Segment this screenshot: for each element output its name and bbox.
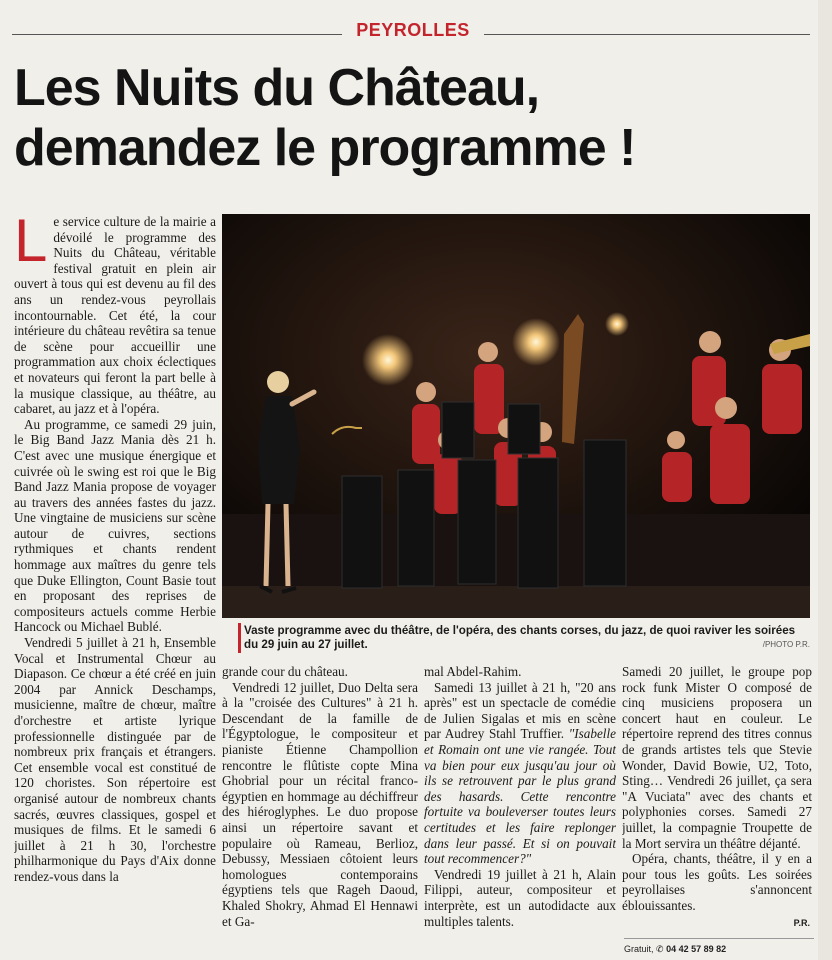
header-rule-right — [484, 34, 810, 35]
paragraph-mister-o: Samedi 20 juillet, le groupe pop rock funk Mister O composé de cinq musiciens proposera un concert haut en couleur. Le répertoire reprend des titres connus de grands artistes tels que Stevie Wonder, David Bowie, U2, Toto, Sting… Vendredi 26 juillet, ça sera "A Vuciata" avec des chants et polyphonies corses. Samedi 27 juillet, la compagnie Troupette de la Mort servira un théâtre déjanté. — [622, 664, 812, 851]
paragraph-abdel-rahim: mal Abdel-Rahim. — [424, 664, 522, 679]
paragraph-choeur: Vendredi 5 juillet à 21 h, Ensemble Vocal et Instrumental Chœur au Diapason. Ce chœur a été créé en juin 2004 par Annick Deschamps, musicienne, maître de chœur, maître d'orchestre et artiste lyrique professionnelle distinguée par de nombreux prix français et étrangers. Cet ensemble vocal est constitué de 120 choristes. Son répertoire est organisé autour de nombreux chants sacrés, œuvres classiques, gospel et musiques de films. Et le samedi 6 juillet à 21 h 30, l'orchestre philharmonique du Pays d'Aix donne rendez-vous dans la — [14, 635, 216, 884]
article-column-4 — [622, 664, 812, 954]
article-column-2 — [222, 664, 418, 954]
section-label: PEYROLLES — [356, 20, 470, 40]
paragraph-duo-delta: Vendredi 12 juillet, Duo Delta sera à la "croisée des Cultures" à 21 h. Descendant de la famille de l'Égyptologue, le compositeur et pianiste Étienne Champollion rencontre le flûtiste copte Mina Ghobrial pour un récital franco-égyptien en hommage au déchiffreur des hiéroglyphes. Le duo propose ainsi un répertoire savant et populaire où Rameau, Berlioz, Debussy, Messiaen côtoient leurs homologues contemporains égyptiens tels que Rageh Daoud, Khaled Shokry, Ahmad El Hennawi et Ga- — [222, 679, 418, 929]
paragraph-jazz: Au programme, ce samedi 29 juin, le Big Band Jazz Mania dès 21 h. C'est avec une musique énergique et cuivrée où le swing est roi que le Big Band Jazz Mania propose de voyager au travers des années fastes du jazz. Une vingtaine de musiciens sur scène autour de cuivres, sections rythmiques et chants rendent hommage aux maîtres du genre tels que Duke Ellington, Count Basie tout en proposant des reprises de compositeurs actuels comme Herbie Hancock ou Michael Bublé. — [14, 416, 216, 635]
drop-cap: L — [14, 214, 48, 274]
adjacent-page-edge — [818, 0, 832, 960]
concert-photo-illustration — [222, 214, 810, 618]
header-rule-left — [12, 34, 342, 35]
headline-line-2: demandez le programme ! — [14, 119, 636, 177]
promo-phone: 04 42 57 89 82 — [666, 944, 727, 954]
headline-line-1: Les Nuits du Château, — [14, 59, 540, 117]
article-column-1 — [14, 214, 216, 954]
concert-photo — [222, 214, 810, 618]
author-signature: P.R. — [793, 918, 810, 928]
phone-icon: ✆ — [656, 944, 664, 954]
promo-label: Gratuit, — [624, 944, 654, 954]
paragraph-conclusion: Opéra, chants, théâtre, il y en a pour tous les goûts. Les soirées peyrollaises s'annoncent éblouissantes. — [622, 851, 812, 913]
paragraph-20-ans-apres-text: Samedi 13 juillet à 21 h, "20 ans après" est un spectacle de comédie de Julien Sigalas et mis en scène par Audrey Stahl Truffier. — [424, 679, 616, 742]
paragraph-intro-text: e service culture de la mairie a dévoilé le programme des Nuits du Château, véritable festival gratuit en plein air ouvert à tous qui est devenu au fil des ans un rendez-vous peyrollais incontournable. Cet été, la cour intérieure du château revêtira sa tenue de scène pour accueillir une programmation aux choix éclectiques et novateurs qui feront la part belle à la musique classique, au théâtre, au cabaret, au jazz et à l'opéra. — [14, 214, 216, 417]
promo-footer — [624, 938, 814, 960]
headline — [14, 58, 804, 178]
paragraph-cour-continued: grande cour du château. — [222, 664, 348, 679]
article-column-3 — [424, 664, 616, 954]
photo-caption: Vaste programme avec du théâtre, de l'opéra, des chants corses, du jazz, de quoi raviver les soirées du 29 juin au 27 juillet. — [244, 624, 796, 651]
photo-credit: /PHOTO P.R. — [762, 640, 810, 649]
paragraph-alain-filippi: Vendredi 19 juillet à 21 h, Alain Filippi, auteur, compositeur et interprète, est un autodidacte aux multiples talents. — [424, 866, 616, 929]
caption-accent-bar — [238, 623, 241, 653]
quote-isabelle-romain: "Isabelle et Romain ont une vie rangée. Tout va bien pour eux jusqu'au jour où ils se retrouvent par le plus grand des hasards. Cette rencontre fortuite va bouleverser toutes leurs certitudes et les faire replonger dans leur passé. Et si on pouvait tout recommencer?" — [424, 726, 616, 867]
paragraph-intro — [14, 214, 216, 417]
paragraph-20-ans-apres — [424, 680, 616, 867]
